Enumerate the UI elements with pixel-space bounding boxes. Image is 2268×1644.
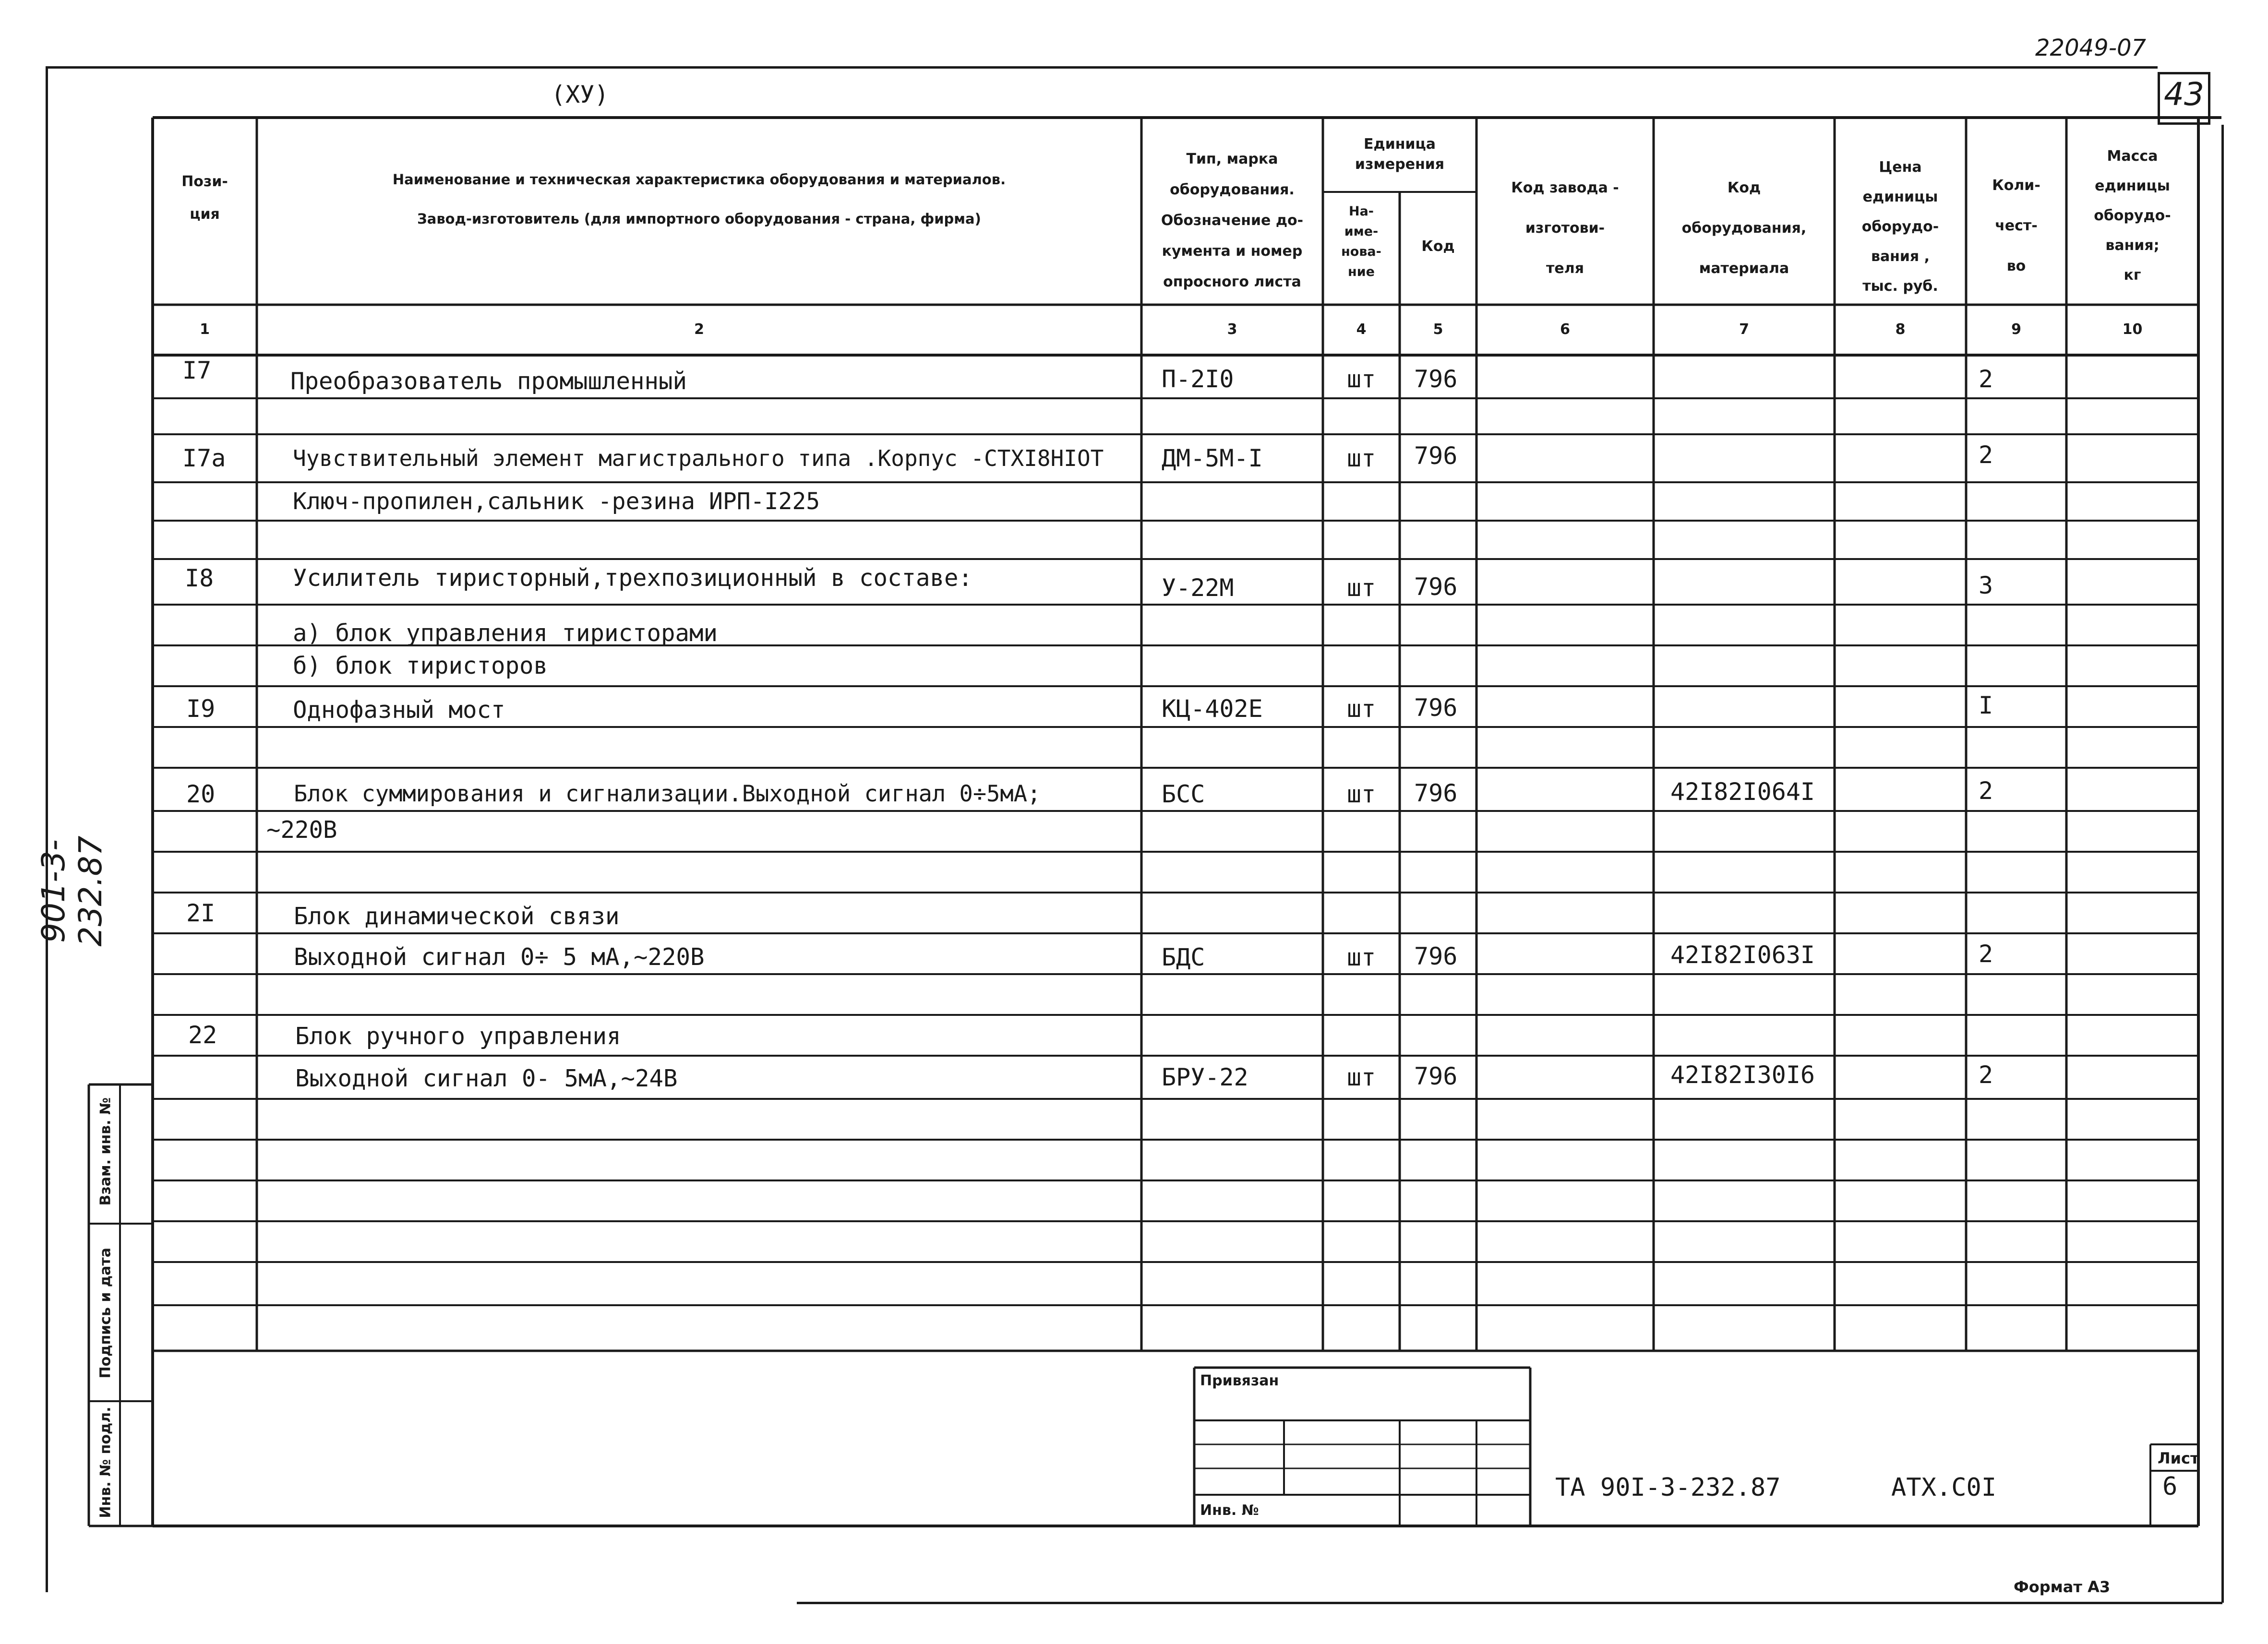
type-cell: БСС [1162,780,1205,808]
page-number: 43 [2164,76,2204,113]
name-cell: Однофазный мост [293,696,505,724]
left-vertical-code: 901-3-232.87 [35,835,109,947]
stamp-original-inv: Инв. № подл. [97,1406,114,1518]
type-cell: П-2I0 [1162,365,1234,393]
col-number-1: 1 [200,321,210,338]
sheet-label: Лист [2158,1449,2199,1467]
name-cell: б) блок тиристоров [293,652,548,679]
code-cell: 796 [1414,779,1458,807]
name-cell: а) блок управления тиристорами [293,619,718,647]
name-cell: Блок суммирования и сигнализации.Выходной сигнал 0÷5мА; [294,781,1041,807]
name-cell: Усилитель тиристорный,трехпозиционный в составе: [293,564,973,592]
position-cell: 22 [188,1021,217,1049]
name-cell: Ключ-пропилен,сальник -резина ИРП-I225 [293,488,820,515]
col-number-9: 9 [2011,321,2021,338]
header-name: Наименование и техническая характеристика оборудования и материалов. Завод-изготовитель (для импортного оборудования - страна, фирма) [392,171,1006,227]
col-number-3: 3 [1227,321,1237,338]
type-cell: У-22М [1162,574,1234,602]
type-cell: БРУ-22 [1162,1063,1248,1091]
code-cell: 796 [1414,365,1458,393]
header-quantity: Коли- чест- во [1992,177,2040,274]
document-code: ТА 90I-3-232.87 [1555,1473,1781,1502]
code-cell: 796 [1414,1062,1458,1090]
type-cell: БДС [1162,943,1205,971]
name-cell: Выходной сигнал 0- 5мА,~24В [295,1065,678,1092]
equipment-code-cell: 42I82I30I6 [1670,1061,1815,1089]
name-cell: Чувствительный элемент магистрального типа .Корпус -СТХI8НIОТ [293,445,1104,471]
header-manufacturer-code: Код завода - изготови- теля [1511,179,1619,277]
name-cell: Преобразователь промышленный [290,368,687,395]
type-cell: КЦ-402Е [1162,695,1263,723]
header-unit-group: Единица измерения [1355,136,1445,173]
equipment-code-cell: 42I82I064I [1670,778,1815,806]
col-number-10: 10 [2122,321,2143,338]
position-cell: I7а [182,444,226,472]
document-mark: АТХ.С0I [1891,1473,1997,1502]
sheet-number: 6 [2162,1472,2178,1501]
quantity-cell: 2 [1979,777,1993,805]
unit-cell: шт [1347,365,1376,393]
header-price: Цена единицы оборудо- вания , тыс. руб. [1861,159,1939,295]
unit-cell: шт [1347,943,1376,971]
quantity-cell: I [1979,691,1993,719]
position-cell: I9 [186,695,216,723]
quantity-cell: 2 [1979,1061,1993,1089]
quantity-cell: 2 [1979,441,1993,469]
unit-cell: шт [1347,574,1376,602]
header-type: Тип, марка оборудования. Обозначение до- кумента и номер опросного листа [1161,151,1304,290]
header-unit-name: На- име- нова- ние [1341,204,1381,279]
quantity-cell: 3 [1979,572,1993,599]
code-cell: 796 [1414,442,1458,470]
quantity-cell: 2 [1979,365,1993,393]
name-cell: Блок динамической связи [294,903,620,930]
code-cell: 796 [1414,573,1458,601]
title-block-privyazan: Привязан [1200,1372,1279,1389]
name-cell: Блок ручного управления [295,1023,621,1050]
equipment-code-cell: 42I82I063I [1670,941,1815,969]
position-cell: 2I [186,899,216,927]
top-reference: 22049-07 [2035,35,2147,61]
col-number-2: 2 [694,321,704,338]
code-cell: 796 [1414,942,1458,970]
name-cell: ~220В [266,816,337,844]
type-cell: ДМ-5М-I [1162,444,1263,472]
col-number-8: 8 [1895,321,1906,338]
header-unit-code: Код [1421,238,1455,255]
col-number-6: 6 [1560,321,1570,338]
position-cell: 20 [186,780,216,808]
position-cell: I8 [185,564,214,592]
code-cell: 796 [1414,694,1458,722]
header-mass: Масса единицы оборудо- вания; кг [2094,148,2171,284]
col-number-5: 5 [1433,321,1443,338]
header-equipment-code: Код оборудования, материала [1681,179,1807,277]
format-label: Формат А3 [2014,1578,2111,1596]
unit-cell: шт [1347,444,1376,472]
name-cell: Выходной сигнал 0÷ 5 мА,~220В [294,943,705,971]
section-code: (ХУ) [551,81,609,108]
header-position: Пози- ция [181,173,228,223]
unit-cell: шт [1347,780,1376,808]
stamp-replace-inv: Взам. инв. № [97,1097,114,1206]
unit-cell: шт [1347,1063,1376,1091]
position-cell: I7 [182,357,212,384]
quantity-cell: 2 [1979,940,1993,968]
stamp-signature-date: Подпись и дата [97,1248,114,1379]
title-block-inv-no: Инв. № [1200,1502,1259,1519]
col-number-7: 7 [1739,321,1749,338]
col-number-4: 4 [1356,321,1367,338]
unit-cell: шт [1347,695,1376,723]
